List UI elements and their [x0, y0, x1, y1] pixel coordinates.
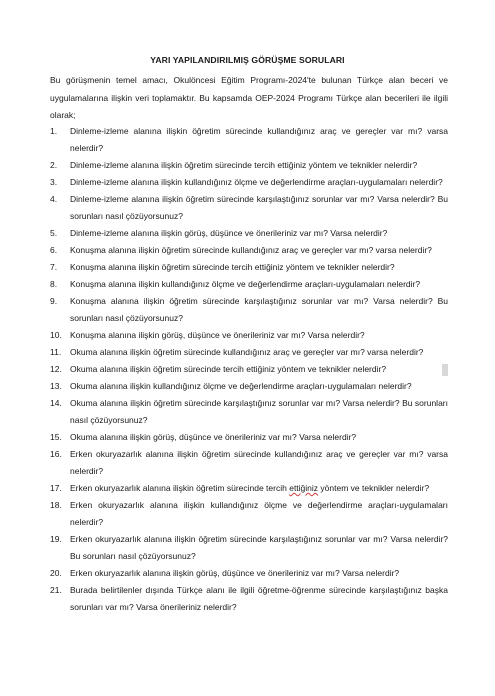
question-number: 11.	[50, 347, 62, 357]
question-text: Dinleme-izleme alanına ilişkin görüş, düşünce ve önerileriniz var mı? Varsa nelerdir?	[70, 228, 388, 238]
question-item	[50, 395, 448, 429]
question-item	[50, 582, 448, 616]
question-item	[50, 446, 448, 480]
question-item	[50, 123, 448, 157]
question-item	[50, 225, 448, 242]
question-text: Okuma alanına ilişkin görüş, düşünce ve önerileriniz var mı? Varsa nelerdir?	[70, 432, 357, 442]
question-number: 20.	[50, 568, 62, 578]
question-item	[50, 259, 448, 276]
question-number: 5.	[50, 228, 58, 238]
question-number: 6.	[50, 245, 58, 255]
question-number: 21.	[50, 585, 62, 595]
question-number: 10.	[50, 330, 62, 340]
question-text: Dinleme-izleme alanına ilişkin öğretim sürecinde karşılaştığınız sorunlar var mı? Varsa nelerdir? Bu sorunları nasıl çözüyorsunuz?	[70, 194, 448, 221]
question-text: Dinleme-izleme alanına ilişkin öğretim sürecinde kullandığınız araç ve gereçler var mı? varsa nelerdir?	[70, 126, 448, 153]
question-number: 7.	[50, 262, 58, 272]
question-list	[50, 123, 448, 616]
selection-marker	[442, 364, 448, 376]
question-text: Okuma alanına ilişkin kullandığınız ölçme ve değerlendirme araçları-uygulamaları nelerdir?	[70, 381, 412, 391]
question-number: 17.	[50, 483, 62, 493]
question-item	[50, 531, 448, 565]
question-item	[50, 191, 448, 225]
question-text: Okuma alanına ilişkin öğretim sürecinde karşılaştığınız sorunlar var mı? Varsa nelerdir? Bu sorunları nasıl çözüyorsunuz?	[70, 398, 448, 425]
question-item	[50, 344, 448, 361]
question-item	[50, 174, 448, 191]
question-text: Burada belirtilenler dışında Türkçe alanı ile ilgili öğretme-öğrenme sürecinde karşılaştığınız başka sorunları var mı? Varsa önerileriniz nelerdir?	[70, 585, 448, 612]
question-number: 3.	[50, 177, 58, 187]
question-item	[50, 293, 448, 327]
question-text: Okuma alanına ilişkin öğretim sürecinde kullandığınız araç ve gereçler var mı? varsa nelerdir?	[70, 347, 424, 357]
question-number: 14.	[50, 398, 62, 408]
question-number: 1.	[50, 126, 58, 136]
question-text: Erken okuryazarlık alanına ilişkin kullandığınız ölçme ve değerlendirme araçları-uygulamaları nelerdir?	[70, 500, 448, 527]
question-text: Erken okuryazarlık alanına ilişkin öğretim sürecinde kullandığınız araç ve gereçler var mı? varsa nelerdir?	[70, 449, 448, 476]
question-text-part: Erken okuryazarlık alanına ilişkin öğretim sürecinde tercih	[70, 483, 290, 493]
question-number: 18.	[50, 500, 62, 510]
question-text: Konuşma alanına ilişkin öğretim sürecinde karşılaştığınız sorunlar var mı? Varsa nelerdir? Bu sorunları nasıl çözüyorsunuz?	[70, 296, 448, 323]
question-item	[50, 157, 448, 174]
question-text: Konuşma alanına ilişkin görüş, düşünce ve önerileriniz var mı? Varsa nelerdir?	[70, 330, 365, 340]
question-number: 19.	[50, 534, 62, 544]
question-number: 12.	[50, 364, 62, 374]
question-number: 2.	[50, 160, 58, 170]
question-number: 16.	[50, 449, 62, 459]
question-text-part: yöntem ve teknikler nelerdir?	[318, 483, 430, 493]
question-item	[50, 480, 448, 497]
question-item	[50, 565, 448, 582]
question-number: 13.	[50, 381, 62, 391]
question-number: 8.	[50, 279, 58, 289]
spellcheck-flagged-word[interactable]: ettiğiniz	[289, 483, 319, 493]
question-item	[50, 327, 448, 344]
document-title: YARI YAPILANDIRILMIŞ GÖRÜŞME SORULARI	[150, 55, 345, 65]
question-number: 9.	[50, 296, 58, 306]
question-text: Konuşma alanına ilişkin öğretim sürecinde tercih ettiğiniz yöntem ve teknikler nelerdir?	[70, 262, 395, 272]
question-number: 4.	[50, 194, 58, 204]
question-number: 15.	[50, 432, 62, 442]
question-text: Dinleme-izleme alanına ilişkin öğretim sürecinde tercih ettiğiniz yöntem ve teknikler nelerdir?	[70, 160, 418, 170]
question-item	[50, 361, 448, 378]
question-item	[50, 276, 448, 293]
question-item	[50, 242, 448, 259]
question-item	[50, 429, 448, 446]
intro-paragraph: Bu görüşmenin temel amacı, Okulöncesi Eğitim Programı-2024'te bulunan Türkçe alan beceri ve uygulamalarına ilişkin veri toplamaktır. Bu kapsamda OEP-2024 Programı Türkçe alan becerileri ile ilgili olarak;	[50, 75, 448, 120]
question-text: Konuşma alanına ilişkin kullandığınız ölçme ve değerlendirme araçları-uygulamaları nelerdir?	[70, 279, 421, 289]
question-text: Konuşma alanına ilişkin öğretim sürecinde kullandığınız araç ve gereçler var mı? varsa nelerdir?	[70, 245, 432, 255]
question-text: Okuma alanına ilişkin öğretim sürecinde tercih ettiğiniz yöntem ve teknikler nelerdir?	[70, 364, 387, 374]
question-item	[50, 378, 448, 395]
question-item	[50, 497, 448, 531]
question-text: Dinleme-izleme alanına ilişkin kullandığınız ölçme ve değerlendirme araçları-uygulamaları nelerdir?	[70, 177, 443, 187]
question-text: Erken okuryazarlık alanına ilişkin öğretim sürecinde karşılaştığınız sorunlar var mı? Varsa nelerdir? Bu sorunları nasıl çözüyorsunuz?	[70, 534, 448, 561]
question-text: Erken okuryazarlık alanına ilişkin görüş, düşünce ve önerileriniz var mı? Varsa nelerdir?	[70, 568, 400, 578]
question-text	[70, 483, 429, 493]
